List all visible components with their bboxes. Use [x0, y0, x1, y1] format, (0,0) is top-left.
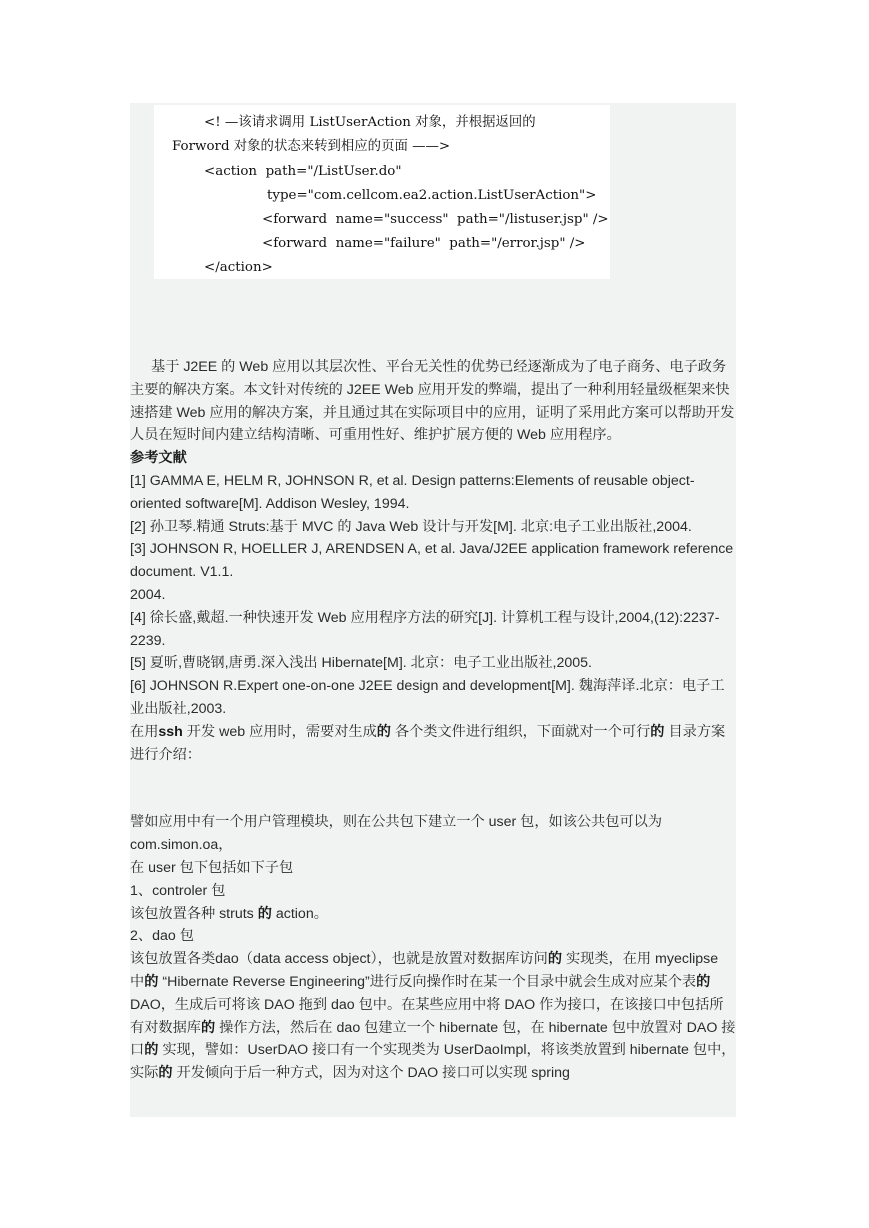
- reference-item: [2] 孙卫琴.精通 Struts:基于 MVC 的 Java Web 设计与开发[M]. 北京:电子工业出版社,2004.: [130, 518, 692, 535]
- intro-text: 开发 web 应用时，需要对生成: [182, 723, 377, 740]
- intro-paragraph: [130, 721, 736, 767]
- bold-de: 的: [144, 1042, 159, 1059]
- ssh-keyword: ssh: [158, 723, 183, 740]
- intro-text: 各个类文件进行组织，下面就对一个可行: [390, 723, 651, 740]
- user-package-paragraph: 譬如应用中有一个用户管理模块，则在公共包下建立一个 user 包，如该公共包可以为 com.simon.oa，: [130, 814, 663, 854]
- code-comment-line-2: Forword 对象的状态来转到相应的页面 ——>: [172, 139, 451, 154]
- bold-de: 的: [144, 973, 159, 990]
- intro-text: 目录方案进行介绍：: [130, 723, 726, 763]
- reference-item: [4] 徐长盛,戴超.一种快速开发 Web 应用程序方法的研究[J]. 计算机工程与设计,2004,(12):2237-2239.: [130, 609, 720, 649]
- bold-de: 的: [376, 723, 391, 740]
- sub-packages-line: 在 user 包下包括如下子包: [130, 859, 294, 876]
- body-text: 实现，譬如：UserDAO 接口有一个实现类为 UserDaoImpl，将该类放置到 hibernate 包中，实际: [130, 1042, 736, 1082]
- body-text: 实现类，在用 myeclipse 中: [130, 951, 719, 990]
- body-text: 开发倾向于后一种方式，因为对这个 DAO 接口可以实现 spring: [172, 1065, 570, 1082]
- code-action-close: </action>: [204, 260, 273, 275]
- bold-de: 的: [200, 1019, 216, 1036]
- body-text: action。: [271, 905, 328, 922]
- bold-de: 的: [547, 951, 563, 968]
- spacer: [130, 766, 736, 811]
- article-text: [130, 356, 736, 1085]
- code-action-type: type="com.cellcom.ea2.action.ListUserAction">: [267, 188, 597, 203]
- code-forward-failure: <forward name="failure" path="/error.jsp" />: [262, 236, 586, 251]
- dao-heading: 2、dao 包: [130, 928, 194, 945]
- code-action-open: <action path="/ListUser.do": [204, 164, 402, 179]
- controler-paragraph: [130, 903, 736, 926]
- body-text: 该包放置各种 struts: [130, 905, 258, 922]
- reference-item: 2004.: [130, 586, 166, 603]
- bold-de: 的: [696, 973, 711, 990]
- body-text: 操作方法，然后在 dao 包建立一个 hibernate 包，在 hibernate 包中放置对 DAO 接口: [130, 1019, 736, 1059]
- article-body: [130, 103, 736, 1117]
- reference-item: [6] JOHNSON R.Expert one-on-one J2EE design and development[M]. 魏海萍译.北京：电子工业出版社,2003.: [130, 678, 725, 717]
- conclusion-paragraph: 基于 J2EE 的 Web 应用以其层次性、平台无关性的优势已经逐渐成为了电子商务、电子政务主要的解决方案。本文针对传统的 J2EE Web 应用开发的弊端，提出了一种利用轻量级框架来快速搭建 Web 应用的解决方案，并且通过其在实际项目中的应用，证明了采用此方案可以帮助开发人员在短时间内建立结构清晰、可重用性好、维护扩展方便的 Web 应用程序。: [130, 359, 735, 444]
- controler-heading: 1、controler 包: [130, 882, 226, 899]
- reference-item: [5] 夏昕,曹晓钢,唐勇.深入浅出 Hibernate[M]. 北京：电子工业出版社,2005.: [130, 655, 592, 672]
- dao-paragraph: [130, 948, 736, 1085]
- body-text: “Hibernate Reverse Engineering”进行反向操作时在某一个目录中就会生成对应某个表: [158, 973, 697, 990]
- bold-de: 的: [158, 1065, 173, 1082]
- struts-config-snippet: [154, 105, 610, 279]
- body-text: DAO，生成后可将该 DAO 拖到 dao 包中。在某些应用中将 DAO 作为接口，在该接口中包括所有对数据库: [130, 996, 724, 1036]
- body-text: 该包放置各类dao（data access object），也就是放置对数据库访问: [130, 951, 548, 968]
- intro-text: 在用: [130, 723, 159, 740]
- references-heading: 参考文献: [130, 450, 187, 467]
- bold-de: 的: [257, 905, 272, 922]
- code-comment-line-1: <! —该请求调用 ListUserAction 对象，并根据返回的: [204, 115, 536, 130]
- reference-item: [3] JOHNSON R, HOELLER J, ARENDSEN A, et al. Java/J2EE application framework reference document. V1.1.: [130, 541, 734, 581]
- code-forward-success: <forward name="success" path="/listuser.jsp" />: [262, 212, 609, 227]
- bold-de: 的: [650, 723, 665, 740]
- reference-item: [1] GAMMA E, HELM R, JOHNSON R, et al. Design patterns:Elements of reusable object-oriented software[M]. Addison Wesley, 1994.: [130, 472, 695, 512]
